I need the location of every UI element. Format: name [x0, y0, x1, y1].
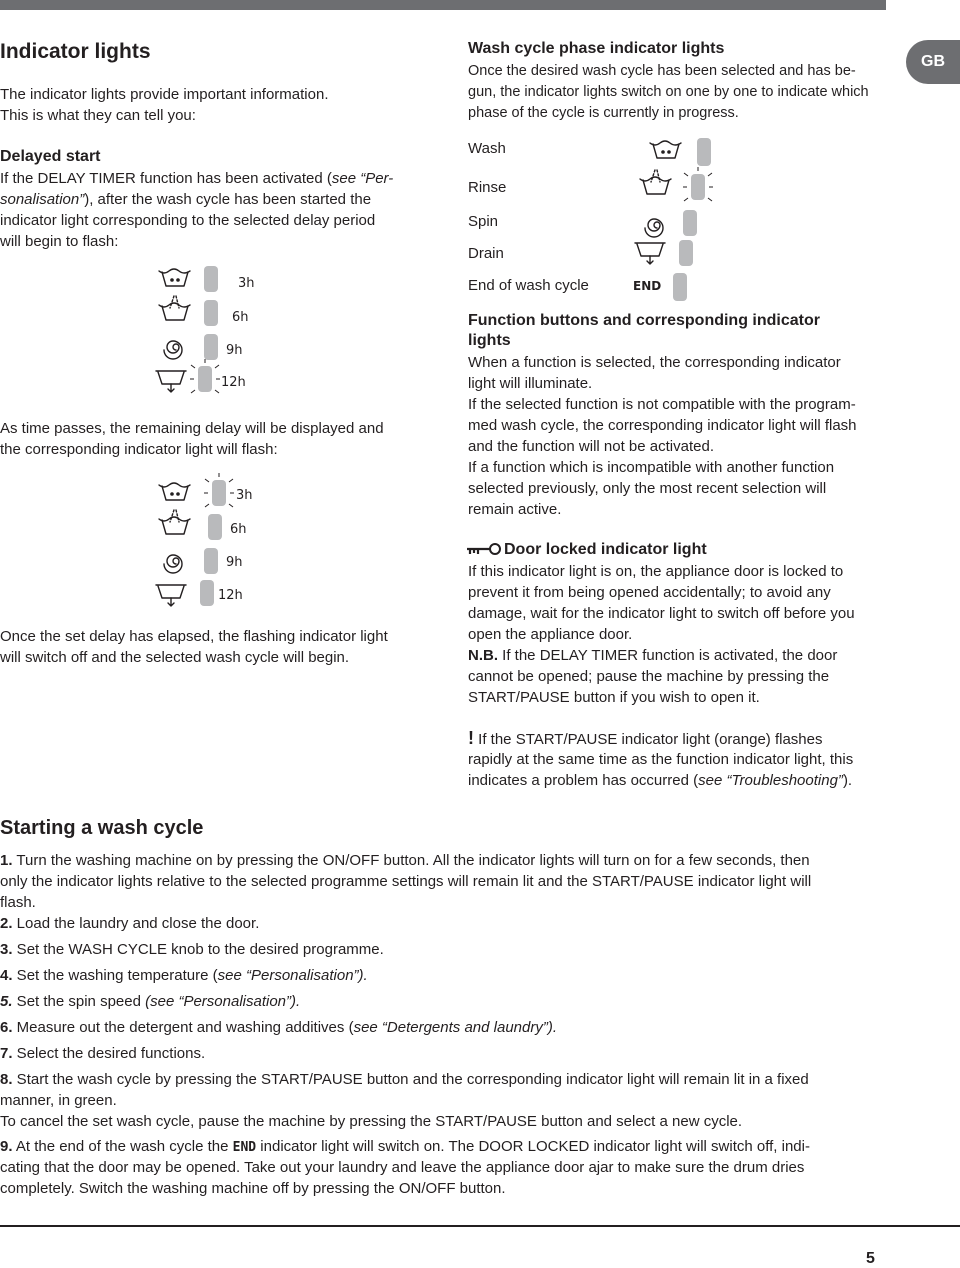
drain-icon [156, 585, 186, 606]
intro-line-1: The indicator lights provide important information. [0, 86, 329, 103]
text: Load the laundry and close the door. [12, 915, 260, 932]
function-line: If a function which is incompatible with another function [468, 459, 835, 476]
text: Set the washing temperature ( [12, 967, 218, 984]
indicator-light-9h [204, 548, 218, 574]
starting-heading: Starting a wash cycle [0, 817, 204, 839]
text: If the DELAY TIMER function has been activated ( [0, 170, 332, 187]
delay-label-6h: 6h [230, 522, 247, 537]
function-line: If the selected function is not compatible with the program- [468, 396, 856, 413]
step-number: 3. [0, 941, 13, 958]
phase-rinse: Rinse [468, 179, 507, 196]
text: Start the wash cycle by pressing the START/PAUSE button and the corresponding indicator light will remain lit in a fixed [12, 1071, 809, 1088]
personalisation-ref: (see “Personalisation”). [145, 993, 301, 1010]
text: Select the desired functions. [12, 1045, 206, 1062]
drain-icon [635, 243, 665, 264]
function-line: and the function will not be activated. [468, 438, 714, 455]
phase-line-1: Once the desired wash cycle has been selected and has be- [468, 63, 856, 79]
warning-line-3 [468, 770, 852, 791]
top-bar [0, 0, 886, 10]
step-5 [0, 991, 300, 1012]
delay-label-12h: 12h [218, 588, 243, 603]
delayed-start-line-3: indicator light corresponding to the selected delay period [0, 212, 376, 229]
function-line: remain active. [468, 501, 562, 518]
door-line: If this indicator light is on, the appliance door is locked to [468, 563, 844, 580]
delay-diagram-countdown [150, 472, 270, 612]
text: If the DELAY TIMER function is activated, the door [498, 647, 838, 664]
delayed-start-heading: Delayed start [0, 148, 101, 165]
step-9-line-2: cating that the door may be opened. Take out your laundry and leave the appliance door ajar to make sure the drum dries [0, 1159, 805, 1176]
step-3 [0, 939, 384, 960]
text: Turn the washing machine on by pressing the ON/OFF button. All the indicator lights will turn on for a few seconds, then [12, 852, 810, 869]
indicator-light-9h [204, 334, 218, 360]
personalisation-ref: sonalisation” [0, 191, 85, 208]
text: Set the spin speed [12, 993, 146, 1010]
step-6 [0, 1017, 557, 1038]
step-8-line-3: To cancel the set wash cycle, pause the machine by pressing the START/PAUSE button and select a new cycle. [0, 1113, 743, 1130]
indicator-light-12h-flashing [198, 366, 212, 392]
step-1-line-2: only the indicator lights relative to the selected programme settings will remain lit and the START/PAUSE indicator light will [0, 873, 812, 890]
function-heading-line-1: Function buttons and corresponding indicator [468, 312, 820, 329]
end-icon: END [633, 279, 662, 293]
delayed-start-line-1 [0, 168, 393, 189]
text: indicates a problem has occurred ( [468, 772, 699, 789]
rinse-icon [640, 170, 671, 194]
delay-label-9h: 9h [226, 555, 243, 570]
delay-label-3h: 3h [236, 488, 253, 503]
delay-label-6h: 6h [232, 310, 249, 325]
phase-light-wash [697, 138, 711, 166]
step-9-line-3: completely. Switch the washing machine off by pressing the ON/OFF button. [0, 1180, 506, 1197]
elapsed-line-1: Once the set delay has elapsed, the flashing indicator light [0, 628, 388, 645]
spin-icon [645, 219, 663, 237]
function-line: light will illuminate. [468, 375, 593, 392]
nb-line-1 [468, 645, 837, 666]
function-line: selected previously, only the most recent selection will [468, 480, 827, 497]
phase-wash: Wash [468, 140, 506, 157]
door-line: damage, wait for the indicator light to switch off before you [468, 605, 855, 622]
phase-diagram [625, 130, 725, 305]
detergents-ref: see “Detergents and laundry”). [353, 1019, 557, 1036]
indicator-lights-title: Indicator lights [0, 40, 151, 63]
door-locked-heading: Door locked indicator light [504, 541, 707, 558]
wash-icon [159, 483, 190, 500]
phase-spin: Spin [468, 213, 499, 230]
indicator-light-6h [208, 514, 222, 540]
step-7 [0, 1043, 205, 1064]
step-number: 4. [0, 967, 13, 984]
nb-line-2: cannot be opened; pause the machine by pressing the [468, 668, 830, 685]
spin-icon [164, 555, 182, 573]
phase-line-2: gun, the indicator lights switch on one by one to indicate which [468, 84, 869, 100]
step-1-line-1 [0, 850, 810, 871]
phase-end: End of wash cycle [468, 277, 589, 294]
phase-heading: Wash cycle phase indicator lights [468, 40, 725, 57]
step-number: 5. [0, 993, 13, 1010]
rinse-icon [159, 510, 190, 534]
troubleshooting-ref: see “Troubleshooting” [698, 772, 843, 789]
step-1-line-3: flash. [0, 894, 36, 911]
delay-label-12h: 12h [221, 375, 246, 390]
function-heading-line-2: lights [468, 332, 511, 349]
nb-line-3: START/PAUSE button if you wish to open it. [468, 689, 760, 706]
step-number: 8. [0, 1071, 13, 1088]
see-personalisation: see “Per- [331, 170, 394, 187]
drain-icon [156, 371, 186, 392]
time-passes-line-2: the corresponding indicator light will flash: [0, 441, 278, 458]
spin-icon [164, 341, 182, 359]
function-line: med wash cycle, the corresponding indicator light will flash [468, 417, 857, 434]
function-line: When a function is selected, the corresponding indicator [468, 354, 841, 371]
wash-icon [159, 269, 190, 286]
indicator-light-6h [204, 300, 218, 326]
text: ), after the wash cycle has been started the [84, 191, 372, 208]
end-icon: END [232, 1140, 257, 1155]
step-number: 2. [0, 915, 13, 932]
warning-line-2: rapidly at the same time as the function indicator light, this [468, 751, 854, 768]
nb-label: N.B. [468, 647, 498, 664]
text: Measure out the detergent and washing additives ( [12, 1019, 354, 1036]
intro-line-2: This is what they can tell you: [0, 107, 196, 124]
indicator-light-3h [204, 266, 218, 292]
text: indicator light will switch on. The DOOR LOCKED indicator light will switch off, indi- [256, 1138, 810, 1155]
delayed-start-line-2 [0, 189, 371, 210]
page-number: 5 [866, 1250, 875, 1267]
elapsed-line-2: will switch off and the selected wash cycle will begin. [0, 649, 350, 666]
indicator-light-3h-flashing [212, 480, 226, 506]
step-number: 1. [0, 852, 13, 869]
delayed-start-line-4: will begin to flash: [0, 233, 119, 250]
step-number: 9. [0, 1138, 13, 1155]
phase-light-rinse-flashing [691, 174, 705, 200]
personalisation-ref: see “Personalisation”). [217, 967, 368, 984]
delay-diagram-initial [150, 262, 270, 397]
step-number: 6. [0, 1019, 13, 1036]
indicator-light-12h [200, 580, 214, 606]
phase-line-3: phase of the cycle is currently in progress. [468, 105, 739, 121]
step-9-line-1 [0, 1136, 810, 1158]
step-8-line-1 [0, 1069, 809, 1090]
text: Set the WASH CYCLE knob to the desired programme. [12, 941, 384, 958]
key-icon [466, 541, 502, 557]
bottom-rule [0, 1225, 960, 1227]
text: ). [842, 772, 853, 789]
delay-label-9h: 9h [226, 343, 243, 358]
step-number: 7. [0, 1045, 13, 1062]
phase-light-drain [679, 240, 693, 266]
door-line: open the appliance door. [468, 626, 633, 643]
step-8-line-2: manner, in green. [0, 1092, 117, 1109]
phase-drain: Drain [468, 245, 504, 262]
step-4 [0, 965, 368, 986]
warning-line-1 [468, 728, 823, 750]
rinse-icon [159, 296, 190, 320]
time-passes-line-1: As time passes, the remaining delay will be displayed and [0, 420, 384, 437]
door-line: prevent it from being opened accidentally; to avoid any [468, 584, 831, 601]
step-2 [0, 913, 259, 934]
phase-light-end [673, 273, 687, 301]
phase-light-spin [683, 210, 697, 236]
text: At the end of the wash cycle the [12, 1138, 233, 1155]
language-tab: GB [906, 40, 960, 84]
wash-icon [650, 141, 681, 158]
warning-mark: ! [468, 728, 474, 748]
delay-label-3h: 3h [238, 276, 255, 291]
text: If the START/PAUSE indicator light (orange) flashes [474, 731, 823, 748]
